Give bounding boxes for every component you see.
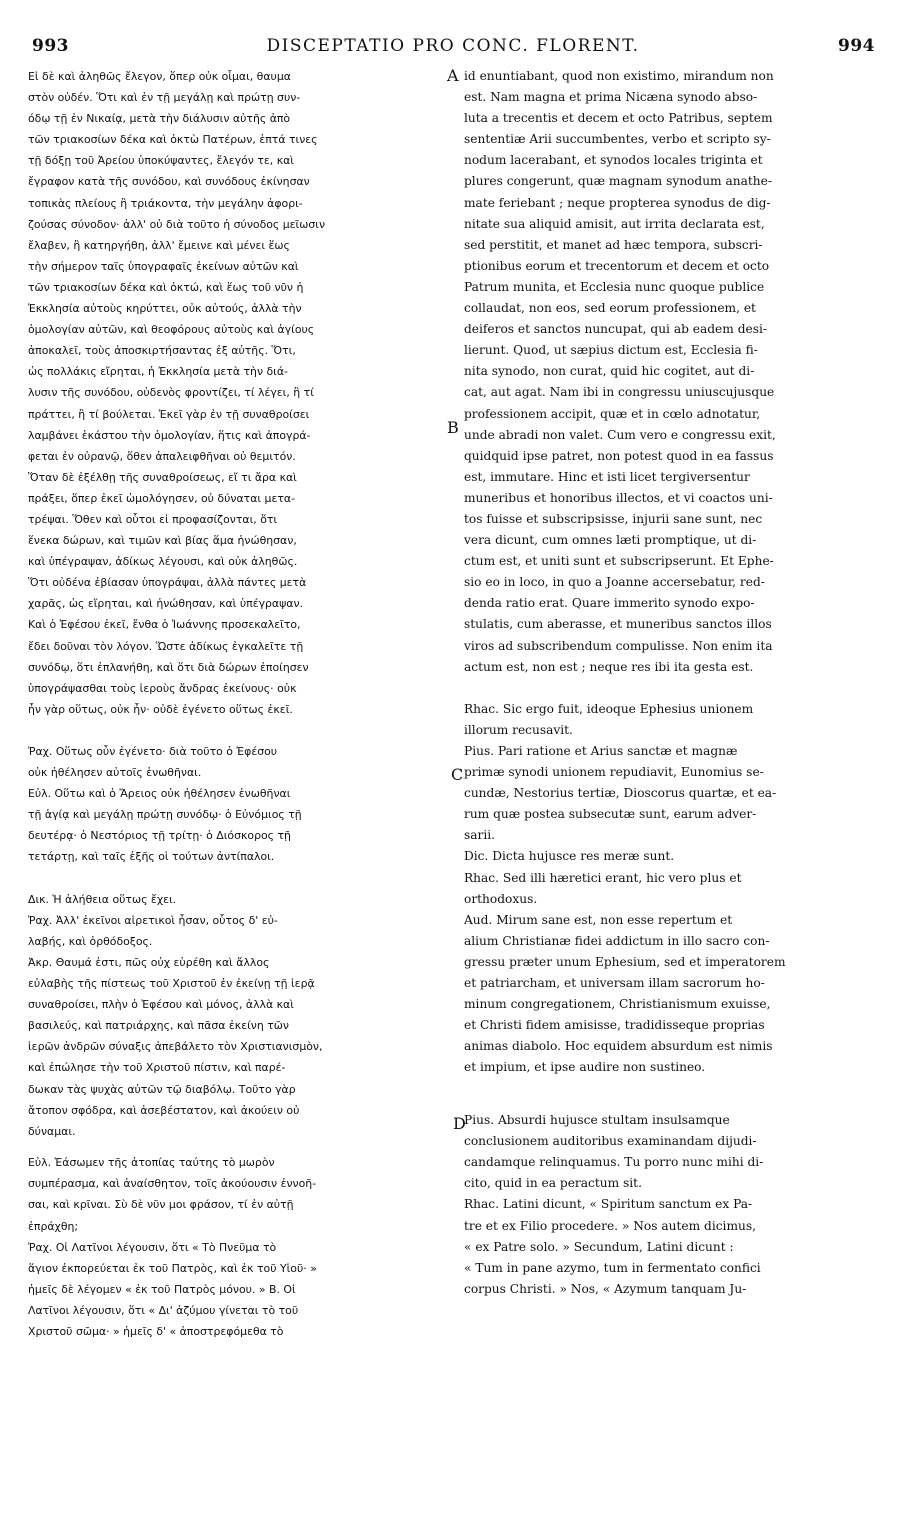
text-line: mate feriebant ; neque propterea synodus de dig-: [464, 195, 771, 210]
text-line: quidquid ipse patret, non potest quod in ea fassus: [464, 448, 774, 463]
text-line: actum est, non est ; neque res ibi ita gesta est.: [464, 659, 754, 674]
block-gap: [28, 720, 446, 741]
text-line: ἡμεῖς δὲ λέγομεν « ἐκ τοῦ Πατρὸς μόνου. » Β. Οἱ: [28, 1282, 296, 1296]
text-line: ἕνεκα δώρων, καὶ τιμῶν καὶ βίας ἅμα ἡνώθησαν,: [28, 534, 297, 548]
text-line: δύναμαι.: [28, 1124, 76, 1138]
text-line: luta a trecentis et decem et octo Patribus, septem: [464, 111, 773, 126]
text-line: δωκαν τὰς ψυχὰς αὐτῶν τῷ διαβόλῳ. Τοῦτο γὰρ: [28, 1082, 296, 1096]
text-line: nita synodo, non curat, quid hic cogitet, aut di-: [464, 364, 755, 379]
text-line: primæ synodi unionem repudiavit, Eunomius se-: [464, 765, 764, 780]
margin-marker-d: D: [453, 1114, 466, 1133]
text-line: τρέψαι. Ὅθεν καὶ οὗτοι εἰ προφασίζονται, ὅτι: [28, 512, 278, 526]
text-line: Καὶ ὁ Ἐφέσου ἐκεῖ, ἔνθα ὁ Ἰωάννης προσεκαλεῖτο,: [28, 618, 301, 632]
text-line: ζούσας σύνοδον· ἀλλ' οὐ διὰ τοῦτο ἡ σύνοδος μεῖωσιν: [28, 217, 326, 231]
text-line: ὑπογράψασθαι τοὺς ἱεροὺς ἄνδρας ἐκείνους· οὐκ: [28, 681, 297, 695]
text-line: stulatis, cum aberasse, et muneribus sanctos illos: [464, 617, 772, 632]
greek-block-3: [28, 889, 446, 1142]
text-line: ἔλαβεν, ἢ κατηργήθη, ἀλλ' ἔμεινε καὶ μένει ἕως: [28, 238, 290, 252]
margin-marker-c: C: [451, 765, 464, 784]
text-line: πράττει, ἢ τί βούλεται. Ἐκεῖ γὰρ ἐν τῇ συναθροίσει: [28, 407, 310, 421]
text-line: Ῥαχ. Οὕτως οὖν ἐγένετο· διὰ τοῦτο ὁ Ἐφέσου: [28, 745, 278, 758]
text-line: unde abradi non valet. Cum vero e congressu exit,: [464, 427, 776, 442]
text-line: ctum est, et uniti sunt et subscripserunt. Et Ephe-: [464, 554, 774, 569]
text-line: ἅγιον ἐκπορεύεται ἐκ τοῦ Πατρὸς, καὶ ἐκ τοῦ Υἱοῦ· »: [28, 1261, 317, 1275]
text-line: εὐλαβὴς τῆς πίστεως τοῦ Χριστοῦ ἐν ἐκείνῃ τῇ ἱερᾷ: [28, 977, 315, 991]
text-line: λαβής, καὶ ὀρθόδοξος.: [28, 934, 153, 948]
text-line: est, immutare. Hinc et isti licet tergiversentur: [464, 469, 750, 484]
text-line: cito, quid in ea peractum sit.: [464, 1176, 642, 1191]
text-line: tre et ex Filio procedere. » Nos autem dicimus,: [464, 1218, 756, 1233]
latin-column: [464, 66, 878, 1300]
text-line: τετάρτῃ, καὶ ταῖς ἑξῆς οἱ τούτων ἀντίπαλοι.: [28, 850, 275, 864]
text-line: όδῳ τῇ ἐν Νικαίᾳ, μετὰ τὴν διάλυσιν αὐτῆς ἀπὸ: [28, 112, 291, 126]
text-line: τὴν σήμερον ταῖς ὑπογραφαῖς ἐκείνων αὐτῶν καὶ: [28, 259, 299, 273]
text-line: cundæ, Nestorius tertiæ, Dioscorus quartæ, et ea-: [464, 786, 777, 801]
text-line: βασιλεύς, καὶ πατριάρχης, καὶ πᾶσα ἐκείνη τῶν: [28, 1019, 290, 1033]
text-line: τοπικὰς πλείους ἢ τριάκοντα, τὴν μεγάλην ἀφορι-: [28, 196, 303, 210]
text-line: Δικ. Ἡ ἀλήθεια οὕτως ἔχει.: [28, 892, 177, 906]
text-line: Εὐλ. Οὕτω καὶ ὁ Ἄρειος οὐκ ἠθέλησεν ἑνωθῆναι: [28, 787, 291, 801]
text-line: τῶν τριακοσίων δέκα καὶ ὀκτώ, καὶ ἕως τοῦ νῦν ἡ: [28, 280, 304, 294]
text-line: nodum lacerabant, et synodos locales triginta et: [464, 153, 763, 168]
text-line: δευτέρᾳ· ὁ Νεστόριος τῇ τρίτῃ· ὁ Διόσκορος τῇ: [28, 829, 291, 843]
block-gap: [464, 1100, 878, 1111]
text-line: Ἀκρ. Θαυμά ἐστι, πῶς οὐχ εὑρέθη καὶ ἄλλος: [28, 955, 270, 969]
text-line: professionem accipit, quæ et in cœlo adnotatur,: [464, 406, 761, 421]
text-line: ptionibus eorum et trecentorum et decem et octo: [464, 258, 770, 273]
text-line: tos fuisse et subscripsisse, injurii sane sunt, nec: [464, 511, 763, 526]
text-line: Aud. Mirum sane est, non esse repertum et: [464, 912, 733, 927]
text-line: Χριστοῦ σῶμα· » ἡμεῖς δ' « ἀποστρεφόμεθα τὸ: [28, 1325, 284, 1339]
text-line: φεται ἐν οὐρανῷ, ὅθεν ἀπαλειφθῆναι οὐ θεμιτόν.: [28, 449, 296, 463]
text-line: et Christi fidem amisisse, tradidisseque proprias: [464, 1018, 765, 1033]
text-line: πράξει, ὅπερ ἐκεῖ ὡμολόγησεν, οὐ δύναται μετα-: [28, 491, 296, 505]
text-line: Rhac. Latini dicunt, « Spiritum sanctum ex Pa-: [464, 1197, 753, 1212]
text-line: muneribus et honoribus illectos, et vi coactos uni-: [464, 490, 773, 505]
text-line: λυσιν τῆς συνόδου, οὐδενὸς φροντίζει, τί λέγει, ἢ τί: [28, 386, 314, 400]
text-line: τῇ δόξῃ τοῦ Ἀρείου ὑποκύψαντες, ἔλεγόν τε, καὶ: [28, 154, 294, 168]
latin-block-3: [464, 1110, 878, 1300]
text-line: Rhac. Sed illi hæretici erant, hic vero plus et: [464, 870, 742, 885]
latin-block-2: [464, 699, 878, 1079]
page-number-left: 993: [32, 36, 69, 56]
text-line: id enuntiabant, quod non existimo, mirandum non: [464, 69, 774, 83]
block-gap: [28, 1142, 446, 1153]
text-line: Ῥαχ. Οἱ Λατῖνοι λέγουσιν, ὅτι « Τὸ Πνεῦμα τὸ: [28, 1240, 277, 1254]
text-line: Pius. Pari ratione et Arius sanctæ et magnæ: [464, 744, 738, 758]
text-line: candamque relinquamus. Tu porro nunc mihi di-: [464, 1155, 764, 1170]
greek-block-2: [28, 741, 446, 868]
text-line: ἐπράχθη;: [28, 1219, 79, 1233]
text-line: Ὅταν δὲ ἐξέλθῃ τῆς συναθροίσεως, εἴ τι ἄρα καὶ: [28, 470, 297, 484]
greek-block-1: [28, 66, 446, 720]
text-line: cat, aut agat. Nam ibi in congressu uniuscujusque: [464, 385, 775, 400]
text-line: rum quæ postea subsecutæ sunt, earum adver-: [464, 807, 757, 822]
text-line: συνόδῳ, ὅτι ἐπλανήθη, καὶ ὅτι διὰ δώρων ἐποίησεν: [28, 660, 309, 674]
text-line: gressu præter unum Ephesium, sed et imperatorem: [464, 954, 786, 969]
text-line: συναθροίσει, πλὴν ὁ Ἐφέσου καὶ μόνος, ἀλλὰ καὶ: [28, 998, 294, 1012]
text-line: deiferos et sanctos nuncupat, qui ab eadem desi-: [464, 322, 767, 337]
text-line: καὶ ὑπέγραψαν, ἀδίκως λέγουσι, καὶ οὐκ ἀληθῶς.: [28, 555, 298, 569]
greek-column: [28, 66, 446, 1342]
running-title: DISCEPTATIO PRO CONC. FLORENT.: [266, 36, 640, 56]
text-line: orthodoxus.: [464, 891, 538, 906]
text-line: sio eo in loco, in quo a Joanne accersebatur, red-: [464, 575, 765, 590]
text-line: ἔγραφον κατὰ τῆς συνόδου, καὶ συνόδους ἐκίνησαν: [28, 175, 310, 189]
text-line: et impium, et ipse audire non sustineo.: [464, 1060, 706, 1075]
text-line: ἱερῶν ἀνδρῶν σύναξις ἀπεβάλετο τὸν Χριστιανισμὸν,: [28, 1040, 323, 1054]
text-line: Ῥαχ. Ἀλλ' ἐκεῖνοι αἱρετικοὶ ἦσαν, οὗτος δ' εὐ-: [28, 913, 278, 927]
text-line: ἀποκαλεῖ, τοὺς ἀποσκιρτήσαντας ἐξ αὐτῆς. Ὅτι,: [28, 344, 296, 358]
text-line: συμπέρασμα, καὶ ἀναίσθητον, τοῖς ἀκούουσιν ἐννοῆ-: [28, 1177, 317, 1191]
text-line: collaudat, non eos, sed eorum professionem, et: [464, 301, 756, 316]
text-line: στὸν οὐδέν. Ὅτι καὶ ἐν τῇ μεγάλῃ καὶ πρώτῃ συν-: [28, 91, 301, 105]
text-line: σαι, καὶ κρῖναι. Σὺ δὲ νῦν μοι φράσον, τί ἐν αὐτῇ: [28, 1198, 294, 1212]
block-gap: [464, 678, 878, 699]
margin-marker-b: B: [447, 418, 459, 437]
text-line: Λατῖνοι λέγουσιν, ὅτι « Δι' ἀζύμου γίνεται τὸ τοῦ: [28, 1303, 299, 1317]
page-number-right: 994: [838, 36, 875, 56]
margin-marker-a: A: [447, 66, 459, 85]
text-line: minum congregationem, Christianismum exuisse,: [464, 997, 771, 1012]
text-line: conclusionem auditoribus examinandam dijudi-: [464, 1134, 757, 1149]
text-line: οὐκ ἠθέλησεν αὐτοῖς ἑνωθῆναι.: [28, 766, 202, 780]
text-line: Ἐκκλησία αὐτοὺς κηρύττει, οὐκ αὐτούς, ἀλλὰ τὴν: [28, 302, 302, 316]
text-line: τῇ ἁγίᾳ καὶ μεγάλῃ πρώτῃ συνόδῳ· ὁ Εὐνόμιος τῇ: [28, 808, 302, 822]
page-header: [0, 0, 906, 66]
text-line: sarii.: [464, 828, 496, 843]
text-line: ἦν γὰρ οὕτως, οὐκ ἦν· οὐδὲ ἐγένετο οὕτως ἐκεῖ.: [28, 702, 293, 716]
text-line: est. Nam magna et prima Nicæna synodo abso-: [464, 90, 758, 105]
greek-block-4: [28, 1152, 446, 1342]
text-line: χαρᾶς, ὡς εἴρηται, καὶ ἡνώθησαν, καὶ ὑπέγραψαν.: [28, 597, 304, 611]
text-line: τῶν τριακοσίων δέκα καὶ ὀκτὼ Πατέρων, ἑπτά τινες: [28, 133, 318, 147]
text-line: « Tum in pane azymo, tum in fermentato confici: [464, 1260, 761, 1275]
text-line: λαμβάνει ἑκάστου τὴν ὁμολογίαν, ἥτις καὶ ἀπογρά-: [28, 428, 311, 442]
block-gap: [28, 868, 446, 889]
text-line: Εὐλ. Ἐάσωμεν τῆς ἀτοπίας ταύτης τὸ μωρὸν: [28, 1156, 275, 1170]
text-line: Patrum munita, et Ecclesia nunc quoque publice: [464, 279, 765, 294]
text-line: καὶ ἐπώλησε τὴν τοῦ Χριστοῦ πίστιν, καὶ παρέ-: [28, 1061, 286, 1075]
text-line: Dic. Dicta hujusce res meræ sunt.: [464, 849, 675, 864]
text-line: sed perstitit, et manet ad hæc tempora, subscri-: [464, 237, 763, 252]
text-line: nitate sua aliquid amisit, aut irrita declarata est,: [464, 216, 765, 231]
latin-block-1: [464, 66, 878, 678]
text-line: Ὅτι οὐδένα ἐβίασαν ὑπογράψαι, ἀλλὰ πάντες μετὰ: [28, 576, 307, 590]
text-line: animas diabolo. Hoc equidem absurdum est nimis: [464, 1039, 773, 1054]
text-line: lierunt. Quod, ut sæpius dictum est, Ecclesia fi-: [464, 343, 758, 358]
text-line: Εἰ δὲ καὶ ἀληθῶς ἔλεγον, ὅπερ οὐκ οἶμαι, θαυμα: [28, 70, 291, 83]
text-line: « ex Patre solo. » Secundum, Latini dicunt :: [464, 1239, 734, 1254]
text-line: denda ratio erat. Quare immerito synodo expo-: [464, 596, 755, 611]
text-line: illorum recusavit.: [464, 722, 573, 737]
block-gap: [464, 1079, 878, 1100]
text-line: vera dicunt, cum omnes læti promptique, ut di-: [464, 533, 757, 548]
text-line: ὁμολογίαν αὐτῶν, καὶ θεοφόρους αὐτοὺς καὶ ἁγίους: [28, 323, 315, 337]
text-line: plures congerunt, quæ magnam synodum anathe-: [464, 174, 772, 189]
text-line: viros ad subscribendum compulisse. Non enim ita: [464, 638, 773, 653]
text-line: corpus Christi. » Nos, « Azymum tanquam Ju-: [464, 1281, 747, 1296]
text-line: Pius. Absurdi hujusce stultam insulsamque: [464, 1113, 730, 1128]
text-line: ἄτοπον σφόδρα, καὶ ἀσεβέστατον, καὶ ἀκούειν οὐ: [28, 1103, 300, 1117]
text-line: ἔδει δοῦναι τὸν λόγον. Ὥστε ἀδίκως ἐγκαλεῖτε τῇ: [28, 639, 304, 653]
text-line: alium Christianæ fidei addictum in illo sacro con-: [464, 933, 770, 948]
text-line: sententiæ Arii succumbentes, verbo et scripto sy-: [464, 132, 771, 147]
text-line: et patriarcham, et universam illam sacrorum ho-: [464, 976, 765, 991]
text-line: Rhac. Sic ergo fuit, ideoque Ephesius unionem: [464, 701, 754, 716]
text-line: ὡς πολλάκις εἴρηται, ἡ Ἐκκλησία μετὰ τὴν διά-: [28, 365, 288, 379]
